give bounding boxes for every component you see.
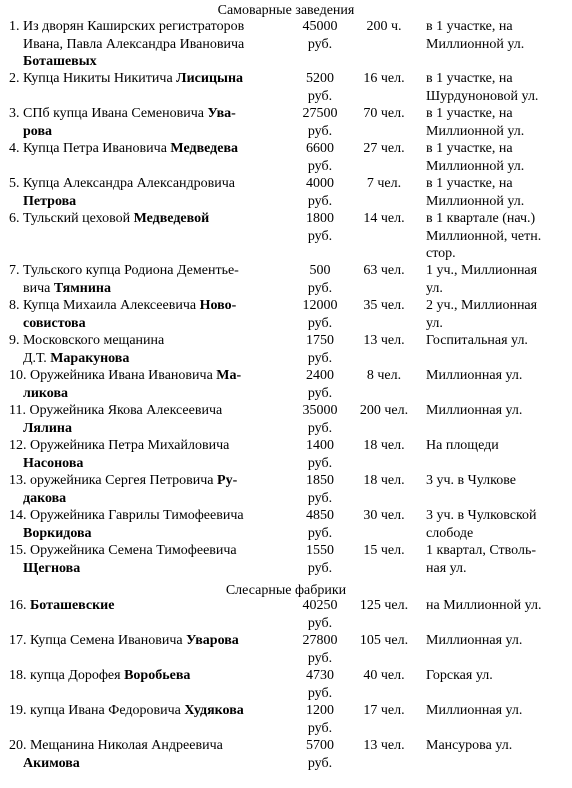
location-cell xyxy=(426,332,570,350)
workers-cell: 13 чел. xyxy=(363,738,405,753)
capital-cell xyxy=(294,632,346,667)
capital-line: 1850 xyxy=(306,473,334,488)
location-cell xyxy=(426,175,570,210)
capital-line: руб. xyxy=(307,193,333,209)
owner-surname: Боташевых xyxy=(23,54,97,69)
location-line: 1 уч., Миллионная xyxy=(426,263,538,278)
owner-line xyxy=(9,53,291,71)
capital-line: 1800 xyxy=(306,211,334,226)
workers-cell: 13 чел. xyxy=(363,333,405,348)
owner-surname: рова xyxy=(23,123,52,139)
location-cell xyxy=(426,367,570,385)
owner-surname: Уварова xyxy=(186,633,239,648)
capital-cell xyxy=(294,18,346,53)
location-line: Миллионной ул. xyxy=(426,36,525,52)
capital-line: 4730 xyxy=(306,668,334,683)
owner-cell xyxy=(9,332,291,367)
capital-line: руб. xyxy=(307,420,333,436)
capital-line: руб. xyxy=(307,280,333,296)
location-line: Горская ул. xyxy=(426,668,493,683)
owner-surname: Медведева xyxy=(170,141,239,156)
owner-surname: Боташевские xyxy=(30,598,115,613)
capital-cell xyxy=(294,297,346,332)
capital-line: руб. xyxy=(307,315,333,331)
section-title: Слесарные фабрики xyxy=(225,583,347,598)
location-cell xyxy=(426,140,570,175)
owner-cell xyxy=(9,175,291,210)
capital-line: 4000 xyxy=(306,176,334,191)
capital-line: руб. xyxy=(307,720,333,736)
location-line: Миллионная ул. xyxy=(426,703,523,718)
owner-cell xyxy=(9,597,291,615)
capital-cell xyxy=(294,437,346,472)
owner-cell xyxy=(9,472,291,507)
location-line: Миллионной ул. xyxy=(426,193,525,209)
location-line: Миллионная ул. xyxy=(426,633,523,648)
owner-line xyxy=(9,123,291,141)
owner-cell xyxy=(9,542,291,577)
owner-surname: дакова xyxy=(23,490,67,506)
owner-surname: Ма- xyxy=(216,368,242,383)
capital-cell xyxy=(294,140,346,175)
owner-cell xyxy=(9,105,291,140)
location-line: На площеди xyxy=(426,438,499,453)
owner-line: 11. Оружейника Якова Алексеевича xyxy=(9,403,223,418)
owner-line: 9. Московского мещанина xyxy=(9,333,165,348)
owner-line: 6. Тульский цеховой Медведевой xyxy=(9,211,210,226)
location-line: Госпитальная ул. xyxy=(426,333,528,348)
owner-line xyxy=(9,490,291,508)
owner-cell xyxy=(9,262,291,297)
owner-surname: Ру- xyxy=(217,473,238,488)
capital-line: 12000 xyxy=(302,298,338,313)
capital-cell xyxy=(294,702,346,737)
capital-line: руб. xyxy=(307,560,333,576)
owner-line: Ивана, Павла Александра Ивановича xyxy=(23,36,245,52)
location-line: Миллионной ул. xyxy=(426,158,525,174)
capital-line: руб. xyxy=(307,455,333,471)
owner-cell xyxy=(9,367,291,402)
owner-surname: Щегнова xyxy=(23,560,81,576)
capital-line: руб. xyxy=(307,158,333,174)
owner-line: 13. оружейника Сергея Петровича Ру- xyxy=(9,473,238,488)
workers-cell: 27 чел. xyxy=(363,141,405,156)
owner-line: 19. купца Ивана Федоровича Худякова xyxy=(9,703,244,718)
capital-line: 1550 xyxy=(306,543,334,558)
location-cell xyxy=(426,402,570,420)
location-line: Миллионной ул. xyxy=(426,123,525,139)
capital-cell xyxy=(294,367,346,402)
capital-cell xyxy=(294,402,346,437)
owner-surname: ликова xyxy=(23,385,69,401)
location-line: в 1 участке, на xyxy=(426,176,513,191)
owner-surname: Маракунова xyxy=(50,350,130,366)
capital-cell xyxy=(294,542,346,577)
location-line: в 1 участке, на xyxy=(426,106,513,121)
owner-cell xyxy=(9,297,291,332)
capital-line: руб. xyxy=(307,36,333,52)
workers-cell: 105 чел. xyxy=(359,633,409,648)
location-line: 3 уч. в Чулкове xyxy=(426,473,516,488)
owner-surname: совистова xyxy=(23,315,86,331)
owner-line xyxy=(9,385,291,403)
owner-cell xyxy=(9,70,291,88)
location-line: 2 уч., Миллионная xyxy=(426,298,538,313)
location-cell xyxy=(426,70,570,105)
capital-cell xyxy=(294,332,346,367)
capital-line: 4850 xyxy=(306,508,334,523)
location-line: в 1 участке, на xyxy=(426,141,513,156)
owner-surname: Петрова xyxy=(23,193,77,209)
owner-cell xyxy=(9,667,291,685)
workers-cell: 125 чел. xyxy=(359,598,409,613)
location-cell xyxy=(426,597,570,615)
capital-line: 1200 xyxy=(306,703,334,718)
workers-cell: 200 чел. xyxy=(359,403,409,418)
owner-line: 12. Оружейника Петра Михайловича xyxy=(9,438,230,453)
owner-line: 17. Купца Семена Ивановича Уварова xyxy=(9,633,239,648)
capital-line: 35000 xyxy=(302,403,338,418)
location-line: 1 квартал, Стволь- xyxy=(426,543,537,558)
location-line: ул. xyxy=(426,280,443,296)
capital-line: 40250 xyxy=(302,598,338,613)
owner-surname: Воробьева xyxy=(124,668,191,683)
owner-surname: Насонова xyxy=(23,455,84,471)
owner-cell xyxy=(9,437,291,472)
location-line: на Миллионной ул. xyxy=(426,598,542,613)
capital-cell xyxy=(294,210,346,245)
owner-cell xyxy=(9,140,291,158)
capital-line: 500 xyxy=(309,263,331,278)
owner-surname: Медведевой xyxy=(133,211,210,226)
capital-cell xyxy=(294,105,346,140)
location-cell xyxy=(426,297,570,332)
workers-cell: 200 ч. xyxy=(366,19,402,34)
workers-cell: 30 чел. xyxy=(363,508,405,523)
owner-cell xyxy=(9,210,291,228)
capital-line: руб. xyxy=(307,685,333,701)
location-line: в 1 участке, на xyxy=(426,71,513,86)
location-cell xyxy=(426,667,570,685)
capital-line: 27800 xyxy=(302,633,338,648)
location-cell xyxy=(426,507,570,542)
owner-line: 10. Оружейника Ивана Ивановича Ма- xyxy=(9,368,242,383)
capital-line: 5700 xyxy=(306,738,334,753)
owner-surname: Тямнина xyxy=(53,280,111,296)
owner-line xyxy=(9,525,291,543)
owner-surname: Воркидова xyxy=(23,525,92,541)
capital-line: руб. xyxy=(307,123,333,139)
section-title: Самоварные заведения xyxy=(217,3,355,18)
location-line: слободе xyxy=(426,525,474,541)
owner-line: 8. Купца Михаила Алексеевича Ново- xyxy=(9,298,237,313)
owner-line: 18. купца Дорофея Воробьева xyxy=(9,668,191,683)
owner-line xyxy=(9,455,291,473)
capital-line: 45000 xyxy=(302,19,338,34)
capital-cell xyxy=(294,175,346,210)
workers-cell: 63 чел. xyxy=(363,263,405,278)
owner-cell xyxy=(9,402,291,437)
capital-line: руб. xyxy=(307,650,333,666)
location-cell xyxy=(426,437,570,455)
owner-line xyxy=(9,315,291,333)
location-line: в 1 квартале (нач.) xyxy=(426,211,536,226)
capital-line: 6600 xyxy=(306,141,334,156)
owner-surname: Ново- xyxy=(199,298,237,313)
location-cell xyxy=(426,105,570,140)
workers-cell: 15 чел. xyxy=(363,543,405,558)
location-cell xyxy=(426,737,570,755)
owner-line: 14. Оружейника Гаврилы Тимофеевича xyxy=(9,508,244,523)
capital-cell xyxy=(294,597,346,632)
location-cell xyxy=(426,18,570,53)
location-line: Миллионная ул. xyxy=(426,403,523,418)
capital-line: 2400 xyxy=(306,368,334,383)
owner-cell xyxy=(9,18,291,71)
location-line: в 1 участке, на xyxy=(426,19,513,34)
owner-cell xyxy=(9,702,291,720)
owner-line: Д.Т. Маракунова xyxy=(23,350,130,366)
owner-cell xyxy=(9,632,291,650)
owner-line: 16. Боташевские xyxy=(9,598,115,613)
capital-cell xyxy=(294,667,346,702)
capital-line: руб. xyxy=(307,385,333,401)
location-cell xyxy=(426,542,570,577)
workers-cell: 8 чел. xyxy=(366,368,402,383)
location-line: Миллионной, четн. xyxy=(426,228,542,244)
location-line: стор. xyxy=(426,246,456,261)
owner-line xyxy=(9,193,291,211)
capital-line: 5200 xyxy=(306,71,334,86)
capital-line: руб. xyxy=(307,525,333,541)
location-cell xyxy=(426,210,570,263)
workers-cell: 17 чел. xyxy=(363,703,405,718)
location-cell xyxy=(426,472,570,490)
owner-surname: Акимова xyxy=(23,755,80,771)
location-line: 3 уч. в Чулковской xyxy=(426,508,537,523)
workers-cell: 18 чел. xyxy=(363,473,405,488)
location-line: Шурдуноновой ул. xyxy=(426,88,539,104)
workers-cell: 35 чел. xyxy=(363,298,405,313)
owner-surname: Ува- xyxy=(207,106,236,121)
workers-cell: 70 чел. xyxy=(363,106,405,121)
capital-line: руб. xyxy=(307,228,333,244)
owner-cell xyxy=(9,737,291,772)
capital-cell xyxy=(294,262,346,297)
capital-cell xyxy=(294,737,346,772)
owner-line: 2. Купца Никиты Никитича Лисицына xyxy=(9,71,244,86)
workers-cell: 7 чел. xyxy=(366,176,402,191)
owner-line: 15. Оружейника Семена Тимофеевича xyxy=(9,543,237,558)
location-line: ная ул. xyxy=(426,560,467,576)
owner-line xyxy=(9,755,291,773)
location-line: ул. xyxy=(426,315,443,331)
owner-surname: Лисицына xyxy=(176,71,244,86)
location-cell xyxy=(426,632,570,650)
location-cell xyxy=(426,702,570,720)
capital-line: 27500 xyxy=(302,106,338,121)
capital-cell xyxy=(294,70,346,105)
owner-line xyxy=(9,420,291,438)
capital-cell xyxy=(294,472,346,507)
capital-line: руб. xyxy=(307,755,333,771)
location-cell xyxy=(426,262,570,297)
location-line: Мансурова ул. xyxy=(426,738,513,753)
workers-cell: 18 чел. xyxy=(363,438,405,453)
owner-line: 5. Купца Александра Александровича xyxy=(9,176,236,191)
capital-line: руб. xyxy=(307,88,333,104)
capital-line: 1750 xyxy=(306,333,334,348)
owner-line: 7. Тульского купца Родиона Дементье- xyxy=(9,263,239,278)
capital-line: руб. xyxy=(307,490,333,506)
owner-line: 3. СПб купца Ивана Семеновича Ува- xyxy=(9,106,236,121)
owner-line: 1. Из дворян Каширских регистраторов xyxy=(9,19,245,34)
workers-cell: 16 чел. xyxy=(363,71,405,86)
owner-cell xyxy=(9,507,291,542)
capital-line: руб. xyxy=(307,615,333,631)
owner-surname: Лялина xyxy=(23,420,72,436)
capital-cell xyxy=(294,507,346,542)
location-line: Миллионная ул. xyxy=(426,368,523,383)
owner-surname: Худякова xyxy=(184,703,244,718)
capital-line: 1400 xyxy=(306,438,334,453)
owner-line xyxy=(9,560,291,578)
workers-cell: 40 чел. xyxy=(363,668,405,683)
owner-line: 4. Купца Петра Ивановича Медведева xyxy=(9,141,239,156)
capital-line: руб. xyxy=(307,350,333,366)
owner-line: 20. Мещанина Николая Андреевича xyxy=(9,738,223,753)
owner-line: вича Тямнина xyxy=(23,280,111,296)
workers-cell: 14 чел. xyxy=(363,211,405,226)
